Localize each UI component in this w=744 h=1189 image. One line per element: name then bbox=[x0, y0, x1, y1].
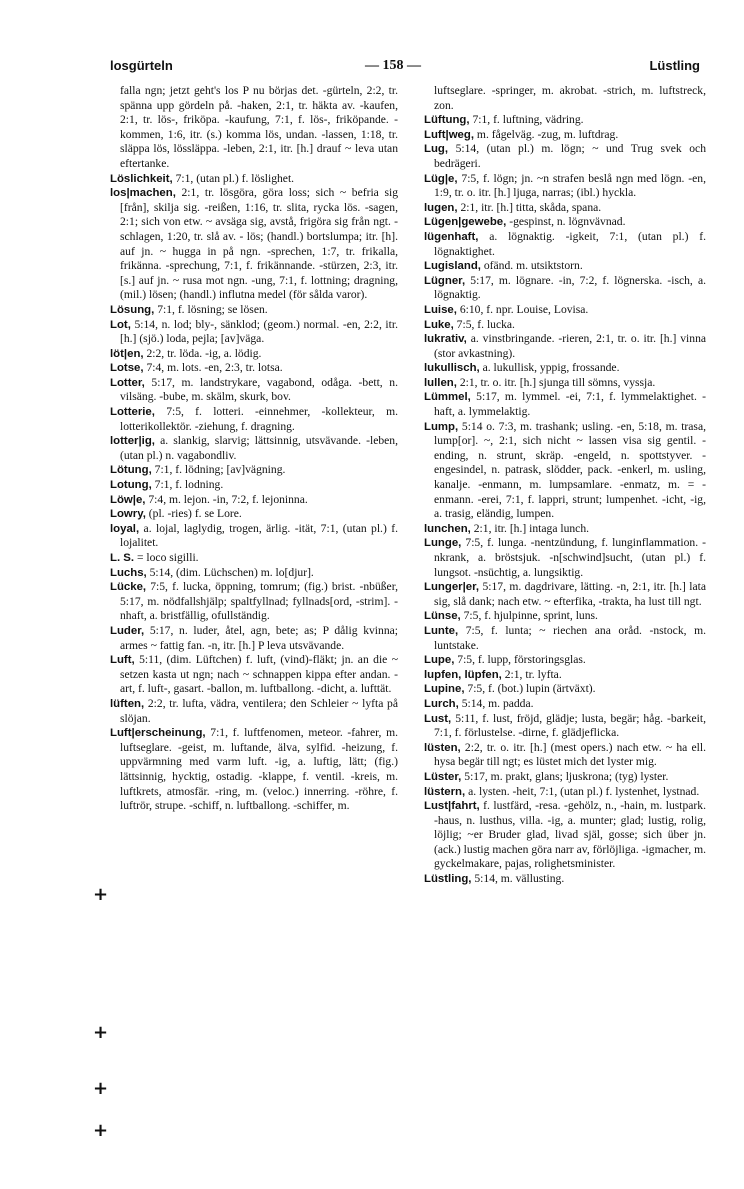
page-header bbox=[110, 58, 700, 80]
entry-definition: 7:1, f. luftning, vädring. bbox=[472, 113, 584, 127]
entry-headword: Luke, bbox=[424, 318, 454, 331]
dictionary-entry bbox=[424, 536, 706, 580]
entry-definition: 7:1, f. luftfenomen, meteor. -fahrer, m. luftseglare. -geist, m. luftande, älva, sylfid. -heizung, f. uppvärmning med varm luft. -ig, a. luftig, lätt; (fig.) lättsinnig, hycktig, ostadig. -klappe, f. ventil. -kreis, m. luftkrets, atmosfär. -ring, m. (veloc.) innerring. -röhre, f. luftrör, strupe. -schiff, n. luftballong. -schiffer, m. bbox=[120, 726, 398, 813]
entry-headword: los|machen, bbox=[110, 187, 176, 200]
dictionary-entry bbox=[110, 522, 398, 551]
dictionary-entry bbox=[424, 390, 706, 419]
entry-headword: Lump, bbox=[424, 420, 459, 433]
entry-definition: 6:10, f. npr. Louise, Lovisa. bbox=[459, 302, 589, 316]
entry-headword: Lotung, bbox=[110, 479, 152, 492]
entry-definition: 2:1, itr. [h.] intaga lunch. bbox=[473, 521, 590, 535]
dictionary-entry bbox=[424, 522, 706, 537]
dictionary-entry bbox=[110, 186, 398, 303]
entry-definition: a. vinstbringande. -rieren, 2:1, tr. o. itr. [h.] vinna (stor avkastning). bbox=[434, 332, 707, 360]
dictionary-entry bbox=[424, 872, 706, 887]
dictionary-entry bbox=[424, 682, 706, 697]
entry-headword: Lügner, bbox=[424, 274, 466, 287]
dictionary-entry bbox=[110, 361, 398, 376]
entry-headword: Lötung, bbox=[110, 464, 152, 477]
dictionary-entry bbox=[110, 463, 398, 478]
entry-definition: 5:17, n. luder, åtel, agn, bete; as; P dålig kvinna; armes ~ fattig fan. -n, itr. [h.] P leva utsvävande. bbox=[120, 623, 398, 652]
header-first-word: losgürteln bbox=[110, 58, 173, 73]
entry-headword: lugen, bbox=[424, 201, 458, 214]
entry-definition: 2:2, tr. lufta, vädra, ventilera; den Schleier ~ lyfta på slöjan. bbox=[120, 696, 398, 725]
dictionary-entry bbox=[424, 376, 706, 391]
dictionary-entry bbox=[110, 347, 398, 362]
entry-headword: Lotterie, bbox=[110, 406, 155, 419]
entry-definition: a. lojal, laglydig, trogen, ärlig. -ität, 7:1, (utan pl.) f. lojalitet. bbox=[120, 521, 398, 550]
dictionary-entry bbox=[424, 332, 706, 361]
entry-headword: Lümmel, bbox=[424, 391, 471, 404]
entry-headword: L. S. bbox=[110, 552, 135, 564]
margin-plus-mark: + bbox=[93, 1120, 109, 1141]
entry-definition: 2:1, tr. lyfta. bbox=[504, 667, 562, 681]
entry-headword: Lupe, bbox=[424, 654, 455, 667]
entry-headword: Lupine, bbox=[424, 683, 465, 696]
entry-definition: 7:4, m. lejon. -in, 7:2, f. lejoninna. bbox=[148, 492, 308, 506]
dictionary-entry bbox=[424, 201, 706, 216]
entry-headword: Lunger|er, bbox=[424, 581, 480, 594]
entry-headword: Lurch, bbox=[424, 697, 459, 710]
margin-plus-mark: + bbox=[93, 1078, 109, 1099]
entry-headword: lunchen, bbox=[424, 522, 471, 535]
entry-headword: Lust|fahrt, bbox=[424, 800, 480, 813]
dictionary-entry bbox=[424, 741, 706, 770]
entry-definition: 7:5, f. lögn; jn. ~n strafen beslå ngn med lögn. -en, 1:9, tr. o. itr. [h.] ljuga, narras; (ibl.) hyckla. bbox=[434, 171, 706, 200]
entry-definition: 5:14, (utan pl.) m. lögn; ~ und Trug svek och bedrägeri. bbox=[434, 142, 706, 170]
entry-headword: Lugisland, bbox=[424, 260, 481, 273]
entry-definition: 5:14, m. padda. bbox=[461, 696, 534, 710]
dictionary-entry bbox=[424, 697, 706, 712]
dictionary-entry bbox=[110, 493, 398, 508]
entry-headword: Lunte, bbox=[424, 624, 459, 637]
entry-definition: a. lysten. -heit, 7:1, (utan pl.) f. lystenhet, lystnad. bbox=[468, 784, 700, 798]
dictionary-entry bbox=[424, 113, 706, 128]
dictionary-entry bbox=[424, 420, 706, 522]
entry-definition: 5:11, f. lust, fröjd, glädje; lusta, begär; håg. -barkeit, 7:1, f. förlustelse. -dirne, f. glädjeflicka. bbox=[434, 711, 706, 740]
entry-definition: a. lögnaktig. -igkeit, 7:1, (utan pl.) f. lögnaktighet. bbox=[434, 229, 706, 258]
entry-definition: 7:1, f. lösning; se lösen. bbox=[157, 302, 268, 316]
entry-definition: 2:1, tr. o. itr. [h.] sjunga till sömns, vyssja. bbox=[459, 375, 656, 389]
dictionary-entry bbox=[424, 215, 706, 230]
entry-definition: m. fågelväg. -zug, m. luftdrag. bbox=[476, 127, 619, 141]
entry-headword: Luft|erscheinung, bbox=[110, 727, 206, 740]
right-column bbox=[424, 84, 706, 887]
entry-definition: 7:5, f. lucka, öppning, tomrum; (fig.) brist. -nbüßer, 5:17, m. nödfallshjälp; spaltfyllnad; fyllnads[ord, -strim]. -nhaft, a. bristfällig, ofullständig. bbox=[120, 580, 398, 623]
entry-headword: lüstern, bbox=[424, 785, 466, 798]
entry-headword: löt|en, bbox=[110, 347, 144, 360]
dictionary-entry bbox=[110, 697, 398, 726]
entry-headword: Lot, bbox=[110, 318, 131, 331]
entry-headword: Luchs, bbox=[110, 566, 147, 579]
header-last-word: Lüstling bbox=[649, 58, 700, 73]
left-column bbox=[110, 84, 398, 814]
entry-definition: 2:1, itr. [h.] titta, skåda, spana. bbox=[460, 200, 602, 214]
entry-definition: 5:11, (dim. Lüftchen) f. luft, (vind)-fläkt; jn. an die ~ setzen kasta ut ngn; nach ~ schnappen kippa efter andan. -art, f. luft-, gasart. -ballon, m. luftballong. -dicht, a. lufttät. bbox=[120, 653, 398, 696]
dictionary-entry bbox=[424, 84, 706, 113]
entry-definition: 2:1, tr. lösgöra, göra loss; sich ~ befria sig [från], skilja sig. -reißen, 1:16, tr. slita, rycka lös. -sagen, 2:1; sich von etw. ~ avsäga sig, avstå, frigöra sig från ngt. -schlagen, 1:20, tr. slå av. - lös; (handl.) bortslumpa; itr. [h]. auf jn. ~ hugga in på ngn. -sprechen, 1:7, tr. frikalla, frikänna. -sprechung, 7:1, f. frikännande. -stürzen, 2:3, itr. [s.] auf jn. ~ rusa mot ngn. -ung, 7:1, f. lottning; dragning, (mil.) lösen; (handl.) influtna medel (för sålda varor). bbox=[120, 186, 398, 302]
entry-definition: 5:14, n. lod; bly-, sänklod; (geom.) normal. -en, 2:2, itr. [h.] (sjö.) loda, pejla; [av]väga. bbox=[120, 317, 398, 346]
entry-headword: Lünse, bbox=[424, 610, 461, 623]
entry-headword: lügenhaft, bbox=[424, 230, 479, 243]
dictionary-entry bbox=[424, 303, 706, 318]
entry-headword: Lüg|e, bbox=[424, 172, 458, 185]
dictionary-entry bbox=[110, 434, 398, 463]
entry-headword: Löslichkeit, bbox=[110, 172, 173, 185]
entry-headword: Lüster, bbox=[424, 770, 462, 783]
dictionary-entry bbox=[424, 668, 706, 683]
dictionary-entry bbox=[110, 376, 398, 405]
dictionary-entry bbox=[424, 128, 706, 143]
dictionary-entry bbox=[424, 799, 706, 872]
entry-headword: lukullisch, bbox=[424, 362, 480, 375]
entry-definition: a. slankig, slarvig; lättsinnig, utsvävande. -leben, (utan pl.) n. vagabondliv. bbox=[120, 434, 398, 462]
entry-headword: lüften, bbox=[110, 697, 145, 710]
entry-definition: 5:17, m. lymmel. -ei, 7:1, f. lymmelaktighet. -haft, a. lymmelaktig. bbox=[434, 390, 706, 419]
entry-headword: Lüstling, bbox=[424, 873, 472, 886]
entry-definition: 7:4, m. lots. -en, 2:3, tr. lotsa. bbox=[146, 361, 283, 375]
dictionary-entry bbox=[110, 566, 398, 581]
dictionary-entry bbox=[110, 172, 398, 187]
entry-headword: lupfen, lüpfen, bbox=[424, 668, 502, 681]
dictionary-entry bbox=[424, 624, 706, 653]
entry-definition: 7:1, f. lödning; [av]vägning. bbox=[154, 463, 286, 477]
entry-definition: 5:14, m. vällusting. bbox=[474, 872, 565, 886]
dictionary-entry bbox=[110, 653, 398, 697]
entry-definition: 7:5, f. lupp, förstoringsglas. bbox=[457, 653, 586, 667]
entry-headword: Luft|weg, bbox=[424, 128, 475, 141]
entry-headword: Löw|e, bbox=[110, 493, 146, 506]
entry-headword: Luise, bbox=[424, 303, 457, 316]
entry-definition: = loco sigilli. bbox=[136, 551, 199, 564]
entry-headword: Lösung, bbox=[110, 303, 155, 316]
entry-definition: 7:5, f. lucka. bbox=[456, 317, 515, 331]
margin-plus-mark: + bbox=[93, 1022, 109, 1043]
page-number: — 158 — bbox=[365, 58, 421, 73]
entry-headword: Lust, bbox=[424, 712, 452, 725]
entry-definition: f. lustfärd, -resa. -gehölz, n., -hain, m. lustpark. -haus, n. lusthus, villa. -ig, a. munter; glad; lustig, rolig, löjlig; ~er Bruder glad, livad själ, gosse; sich über jn. (ack.) lustig machen göra narr av, förlöjliga. -igmacher, m. gyckelmakare, pajas, rolighetsminister. bbox=[434, 799, 706, 871]
entry-headword: Luder, bbox=[110, 624, 145, 637]
dictionary-entry bbox=[110, 318, 398, 347]
dictionary-entry bbox=[424, 172, 706, 201]
dictionary-entry bbox=[424, 770, 706, 785]
entry-definition: 5:17, m. lögnare. -in, 7:2, f. lögnerska. -isch, a. lögnaktig. bbox=[434, 273, 706, 302]
dictionary-entry bbox=[424, 712, 706, 741]
dictionary-entry bbox=[110, 726, 398, 814]
entry-definition: 5:17, m. prakt, glans; ljuskrona; (tyg) lyster. bbox=[464, 769, 669, 783]
entry-headword: Lügen|gewebe, bbox=[424, 216, 507, 229]
entry-definition: 7:5, f. hjulpinne, sprint, luns. bbox=[463, 609, 598, 623]
dictionary-entry bbox=[110, 551, 398, 566]
entry-definition: 5:17, m. landstrykare, vagabond, odåga. -bett, n. vilsäng. -bube, m. skälm, skurk, bov. bbox=[120, 375, 398, 404]
dictionary-entry bbox=[424, 361, 706, 376]
entry-definition: 7:1, f. lodning. bbox=[154, 478, 224, 492]
dictionary-entry bbox=[110, 303, 398, 318]
entry-headword: Lüftung, bbox=[424, 114, 470, 127]
entry-definition: -gespinst, n. lögnvävnad. bbox=[509, 215, 626, 229]
dictionary-entry bbox=[110, 580, 398, 624]
entry-headword: lukrativ, bbox=[424, 333, 467, 346]
entry-definition: 7:5, f. lunga. -nentzündung, f. lunginflammation. -nkrank, a. bröstsjuk. -n[schwind]sucht, (utan pl.) f. lungsot. -nsüchtig, a. lungsiktig. bbox=[434, 536, 706, 579]
dictionary-entry bbox=[110, 507, 398, 522]
entry-definition: 7:1, (utan pl.) f. löslighet. bbox=[175, 171, 295, 185]
entry-headword: Lunge, bbox=[424, 537, 462, 550]
dictionary-entry bbox=[110, 478, 398, 493]
dictionary-entry bbox=[424, 785, 706, 800]
entry-headword: Luft, bbox=[110, 654, 135, 667]
dictionary-entry bbox=[424, 142, 706, 171]
entry-definition: 7:5, f. lunta; ~ riechen ana oråd. -nstock, m. luntstake. bbox=[434, 623, 706, 652]
dictionary-entry bbox=[424, 318, 706, 333]
entry-headword: Lücke, bbox=[110, 581, 147, 594]
entry-definition: 7:5, f. (bot.) lupin (ärtväxt). bbox=[467, 682, 596, 696]
entry-headword: Lowry, bbox=[110, 508, 146, 521]
entry-definition: 5:14 o. 7:3, m. trashank; usling. -en, 5:18, m. trasa, lump[or]. ~, 2:1, sich nicht ~ lassen visa sig gentil. -ending, n. strunt, skräp. -engeld, n. spottstyver. -engesindel, n. patrask, slödder, pack. -enkerl, m. usling, kanalje. -enmann, m. lumpsamlare. -enmatz, m. = -enmann. -erei, 7:1, f. lappri, strunt; lumpenhet. -icht, -ig, a. trasig, eländig, lumpen. bbox=[434, 419, 706, 521]
entry-definition: ofänd. m. utsiktstorn. bbox=[483, 259, 583, 273]
entry-definition: 2:2, tr. o. itr. [h.] (mest opers.) nach etw. ~ ha ell. hysa begär till ngt; es lüstet mich det lyster mig. bbox=[434, 740, 706, 769]
dictionary-entry bbox=[110, 84, 398, 172]
dictionary-entry bbox=[424, 580, 706, 609]
entry-definition: 2:2, tr. löda. -ig, a. lödig. bbox=[146, 346, 262, 360]
dictionary-entry bbox=[110, 624, 398, 653]
entry-definition: luftseglare. -springer, m. akrobat. -strich, m. luftstreck, zon. bbox=[434, 84, 706, 112]
dictionary-entry bbox=[424, 609, 706, 624]
entry-definition: (pl. -ries) f. se Lore. bbox=[148, 507, 242, 521]
entry-definition: 5:17, m. dagdrivare, lätting. -n, 2:1, itr. [h.] lata sig, slå dank; nach etw. ~ efterfika, -trakta, ha lust till ngt. bbox=[434, 580, 706, 608]
dictionary-entry bbox=[110, 405, 398, 434]
entry-definition: falla ngn; jetzt geht's los P nu börjas det. -gürteln, 2:2, tr. spänna upp gördeln på. -haken, 2:1, tr. häkta av. -kaufen, 2:1, tr. lös-, friköpa. -kaufung, 7:1, f. lös-, friköpande. -kommen, 1:6, itr. (s.) komma lös, undan. -lassen, 1:18, tr. släppa lös, lössläppa. -leben, 2:1, itr. [h.] drauf ~ leva utan eftertanke. bbox=[120, 84, 398, 170]
entry-headword: Lug, bbox=[424, 143, 449, 156]
entry-definition: 7:5, f. lotteri. -einnehmer, -kollekteur, m. lotterikollektör. -ziehung, f. dragning. bbox=[120, 405, 398, 433]
entry-headword: Lotse, bbox=[110, 362, 144, 375]
entry-headword: lotter|ig, bbox=[110, 435, 155, 448]
entry-headword: lüsten, bbox=[424, 741, 461, 754]
entry-definition: 5:14, (dim. Lüchschen) m. lo[djur]. bbox=[149, 565, 314, 579]
entry-headword: Lotter, bbox=[110, 376, 145, 389]
dictionary-entry bbox=[424, 230, 706, 259]
dictionary-entry bbox=[424, 259, 706, 274]
dictionary-entry bbox=[424, 274, 706, 303]
entry-headword: lullen, bbox=[424, 376, 457, 389]
dictionary-entry bbox=[424, 653, 706, 668]
entry-headword: loyal, bbox=[110, 522, 140, 535]
entry-definition: a. lukullisk, yppig, frossande. bbox=[482, 361, 620, 375]
margin-plus-mark: + bbox=[93, 884, 109, 905]
